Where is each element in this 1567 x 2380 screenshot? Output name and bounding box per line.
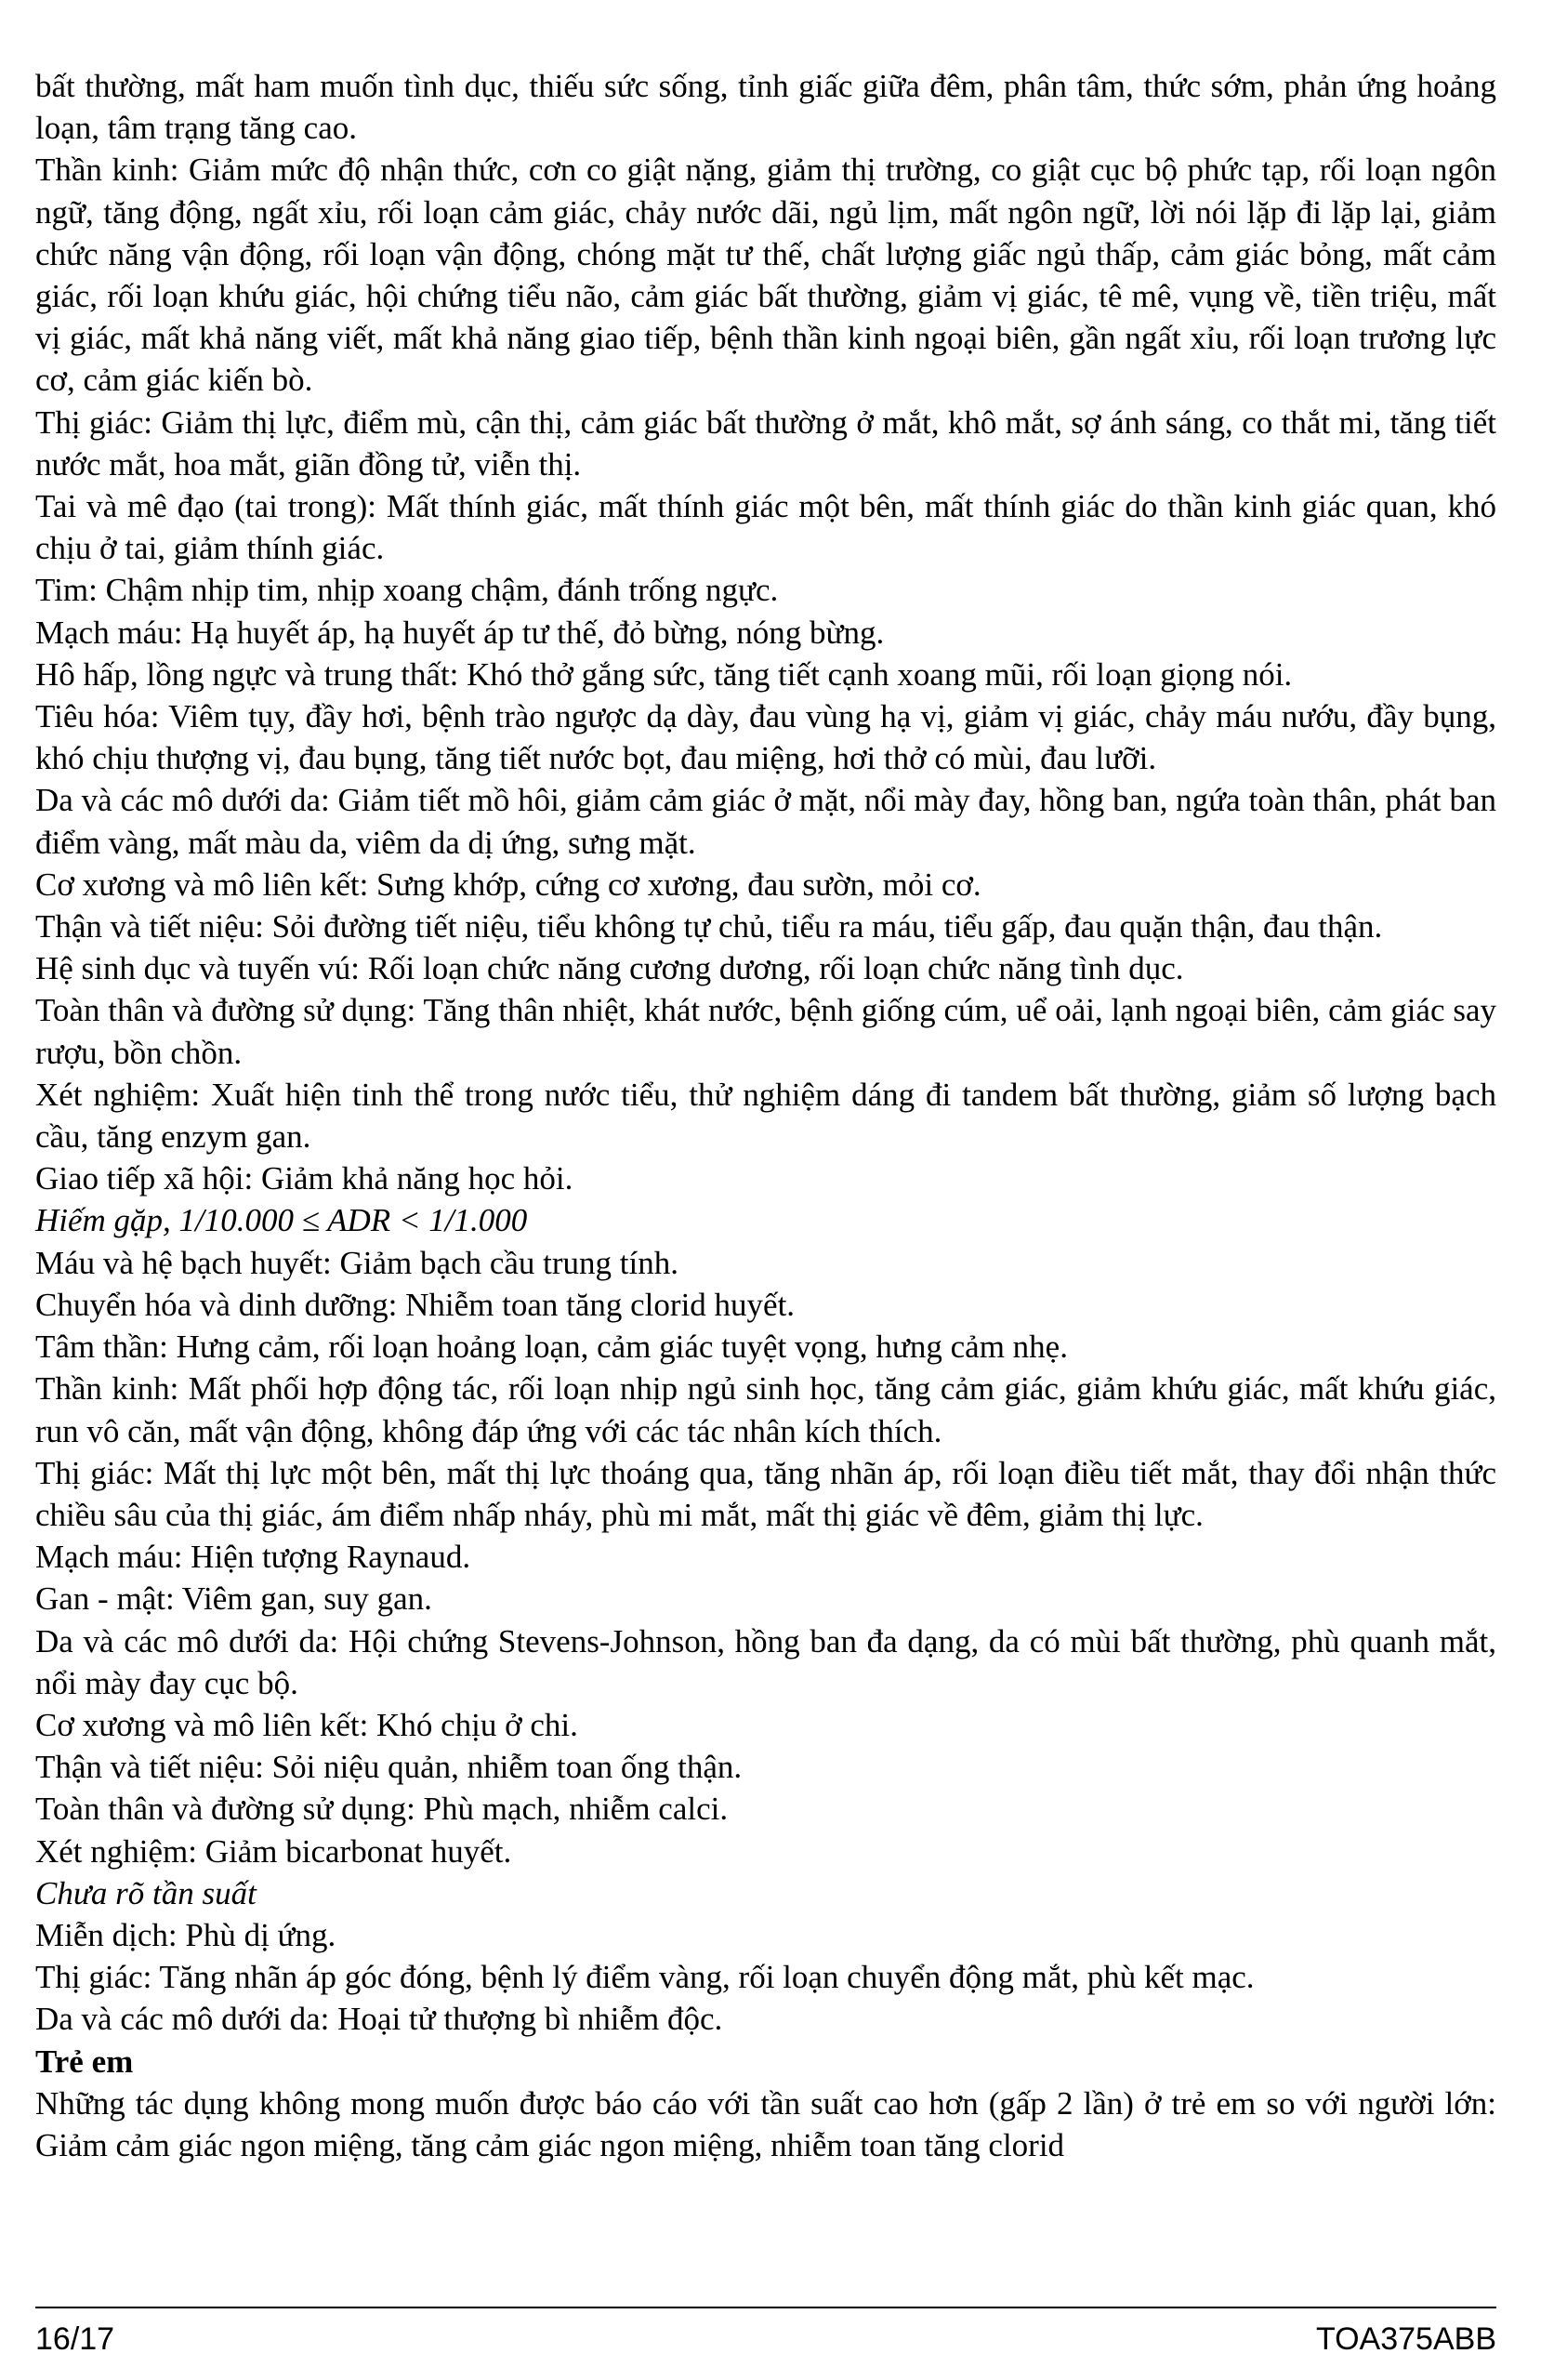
paragraph: Thận và tiết niệu: Sỏi đường tiết niệu, tiểu không tự chủ, tiểu ra máu, tiểu gấp, đau quặn thận, đau thận. — [35, 908, 1383, 945]
paragraph: Mạch máu: Hiện tượng Raynaud. — [35, 1539, 471, 1576]
paragraph: Gan - mật: Viêm gan, suy gan. — [35, 1580, 432, 1618]
paragraph: Toàn thân và đường sử dụng: Tăng thân nhiệt, khát nước, bệnh giống cúm, uể oải, lạnh ngoại biên, cảm giác say rượu, bồn chồn. — [35, 992, 1496, 1071]
frequency-heading: Hiếm gặp, 1/10.000 ≤ ADR < 1/1.000 — [35, 1202, 528, 1239]
paragraph: Miễn dịch: Phù dị ứng. — [35, 1916, 336, 1953]
paragraph: Máu và hệ bạch huyết: Giảm bạch cầu trung tính. — [35, 1244, 679, 1281]
paragraph: Thị giác: Giảm thị lực, điểm mù, cận thị, cảm giác bất thường ở mắt, khô mắt, sợ ánh sáng, co thắt mi, tăng tiết nước mắt, hoa mắt, giãn đồng tử, viễn thị. — [35, 403, 1496, 483]
paragraph: Cơ xương và mô liên kết: Khó chịu ở chi. — [35, 1706, 578, 1743]
paragraph: Thần kinh: Mất phối hợp động tác, rối loạn nhịp ngủ sinh học, tăng cảm giác, giảm khứu giác, mất khứu giác, run vô căn, mất vận động, không đáp ứng với các tác nhân kích thích. — [35, 1370, 1496, 1449]
paragraph: Tai và mê đạo (tai trong): Mất thính giác, mất thính giác một bên, mất thính giác do thần kinh giác quan, khó chịu ở tai, giảm thính giác. — [35, 488, 1496, 567]
paragraph: Tim: Chậm nhịp tim, nhịp xoang chậm, đánh trống ngực. — [35, 572, 779, 609]
paragraph: Mạch máu: Hạ huyết áp, hạ huyết áp tư thế, đỏ bừng, nóng bừng. — [35, 614, 885, 651]
paragraph: Thị giác: Tăng nhãn áp góc đóng, bệnh lý điểm vàng, rối loạn chuyển động mắt, phù kết mạc. — [35, 1959, 1255, 1996]
paragraph: Những tác dụng không mong muốn được báo cáo với tần suất cao hơn (gấp 2 lần) ở trẻ em so với người lớn: Giảm cảm giác ngon miệng, tăng cảm giác ngon miệng, nhiễm toan tăng clorid — [35, 2084, 1496, 2163]
paragraph: Xét nghiệm: Xuất hiện tinh thể trong nước tiểu, thử nghiệm dáng đi tandem bất thường, giảm số lượng bạch cầu, tăng enzym gan. — [35, 1076, 1496, 1156]
paragraph: Thần kinh: Giảm mức độ nhận thức, cơn co giật nặng, giảm thị trường, co giật cục bộ phức tạp, rối loạn ngôn ngữ, tăng động, ngất xỉu, rối loạn cảm giác, chảy nước dãi, ngủ lịm, mất ngôn ngữ, lời nói lặp đi lặp lại, giảm chức năng vận động, rối loạn vận động, chóng mặt tư thế, chất lượng giấc ngủ thấp, cảm giác bỏng, mất cảm giác, rối loạn khứu giác, hội chứng tiểu não, cảm giác bất thường, giảm vị giác, tê mê, vụng về, tiền triệu, mất vị giác, mất khả năng viết, mất khả năng giao tiếp, bệnh thần kinh ngoại biên, gần ngất xỉu, rối loạn trương lực cơ, cảm giác kiến bò. — [35, 152, 1496, 399]
paragraph: Toàn thân và đường sử dụng: Phù mạch, nhiễm calci. — [35, 1791, 729, 1828]
paragraph: Tiêu hóa: Viêm tụy, đầy hơi, bệnh trào ngược dạ dày, đau vùng hạ vị, giảm vị giác, chảy máu nướu, đầy bụng, khó chịu thượng vị, đau bụng, tăng tiết nước bọt, đau miệng, hơi thở có mùi, đau lưỡi. — [35, 698, 1496, 777]
paragraph: Da và các mô dưới da: Hội chứng Stevens-Johnson, hồng ban đa dạng, da có mùi bất thường, phù quanh mắt, nổi mày đay cục bộ. — [35, 1622, 1496, 1701]
paragraph: bất thường, mất ham muốn tình dục, thiếu sức sống, tỉnh giấc giữa đêm, phân tâm, thức sớm, phản ứng hoảng loạn, tâm trạng tăng cao. — [35, 68, 1496, 147]
paragraph: Xét nghiệm: Giảm bicarbonat huyết. — [35, 1832, 512, 1870]
section-heading: Trẻ em — [35, 2043, 134, 2080]
page-number: 16/17 — [35, 2321, 115, 2357]
paragraph: Hô hấp, lồng ngực và trung thất: Khó thở gắng sức, tăng tiết cạnh xoang mũi, rối loạn giọng nói. — [35, 655, 1293, 693]
paragraph: Chuyển hóa và dinh dưỡng: Nhiễm toan tăng clorid huyết. — [35, 1286, 796, 1323]
paragraph: Thị giác: Mất thị lực một bên, mất thị lực thoáng qua, tăng nhãn áp, rối loạn điều tiết mắt, thay đổi nhận thức chiều sâu của thị giác, ám điểm nhấp nháy, phù mi mắt, mất thị giác về đêm, giảm thị lực. — [35, 1454, 1496, 1533]
paragraph: Da và các mô dưới da: Hoại tử thượng bì nhiễm độc. — [35, 2001, 723, 2038]
paragraph: Giao tiếp xã hội: Giảm khả năng học hỏi. — [35, 1160, 573, 1197]
footer-divider — [35, 2307, 1496, 2308]
paragraph: Thận và tiết niệu: Sỏi niệu quản, nhiễm toan ống thận. — [35, 1749, 743, 1786]
paragraph: Da và các mô dưới da: Giảm tiết mồ hôi, giảm cảm giác ở mặt, nổi mày đay, hồng ban, ngứa toàn thân, phát ban điểm vàng, mất màu da, viêm da dị ứng, sưng mặt. — [35, 782, 1496, 861]
document-code: TOA375ABB — [1315, 2321, 1496, 2357]
frequency-heading: Chưa rõ tần suất — [35, 1874, 257, 1911]
paragraph: Cơ xương và mô liên kết: Sưng khớp, cứng cơ xương, đau sườn, mỏi cơ. — [35, 866, 981, 903]
document-body — [35, 65, 1496, 2166]
paragraph: Hệ sinh dục và tuyến vú: Rối loạn chức năng cương dương, rối loạn chức năng tình dục. — [35, 950, 1184, 987]
paragraph: Tâm thần: Hưng cảm, rối loạn hoảng loạn, cảm giác tuyệt vọng, hưng cảm nhẹ. — [35, 1329, 1068, 1366]
